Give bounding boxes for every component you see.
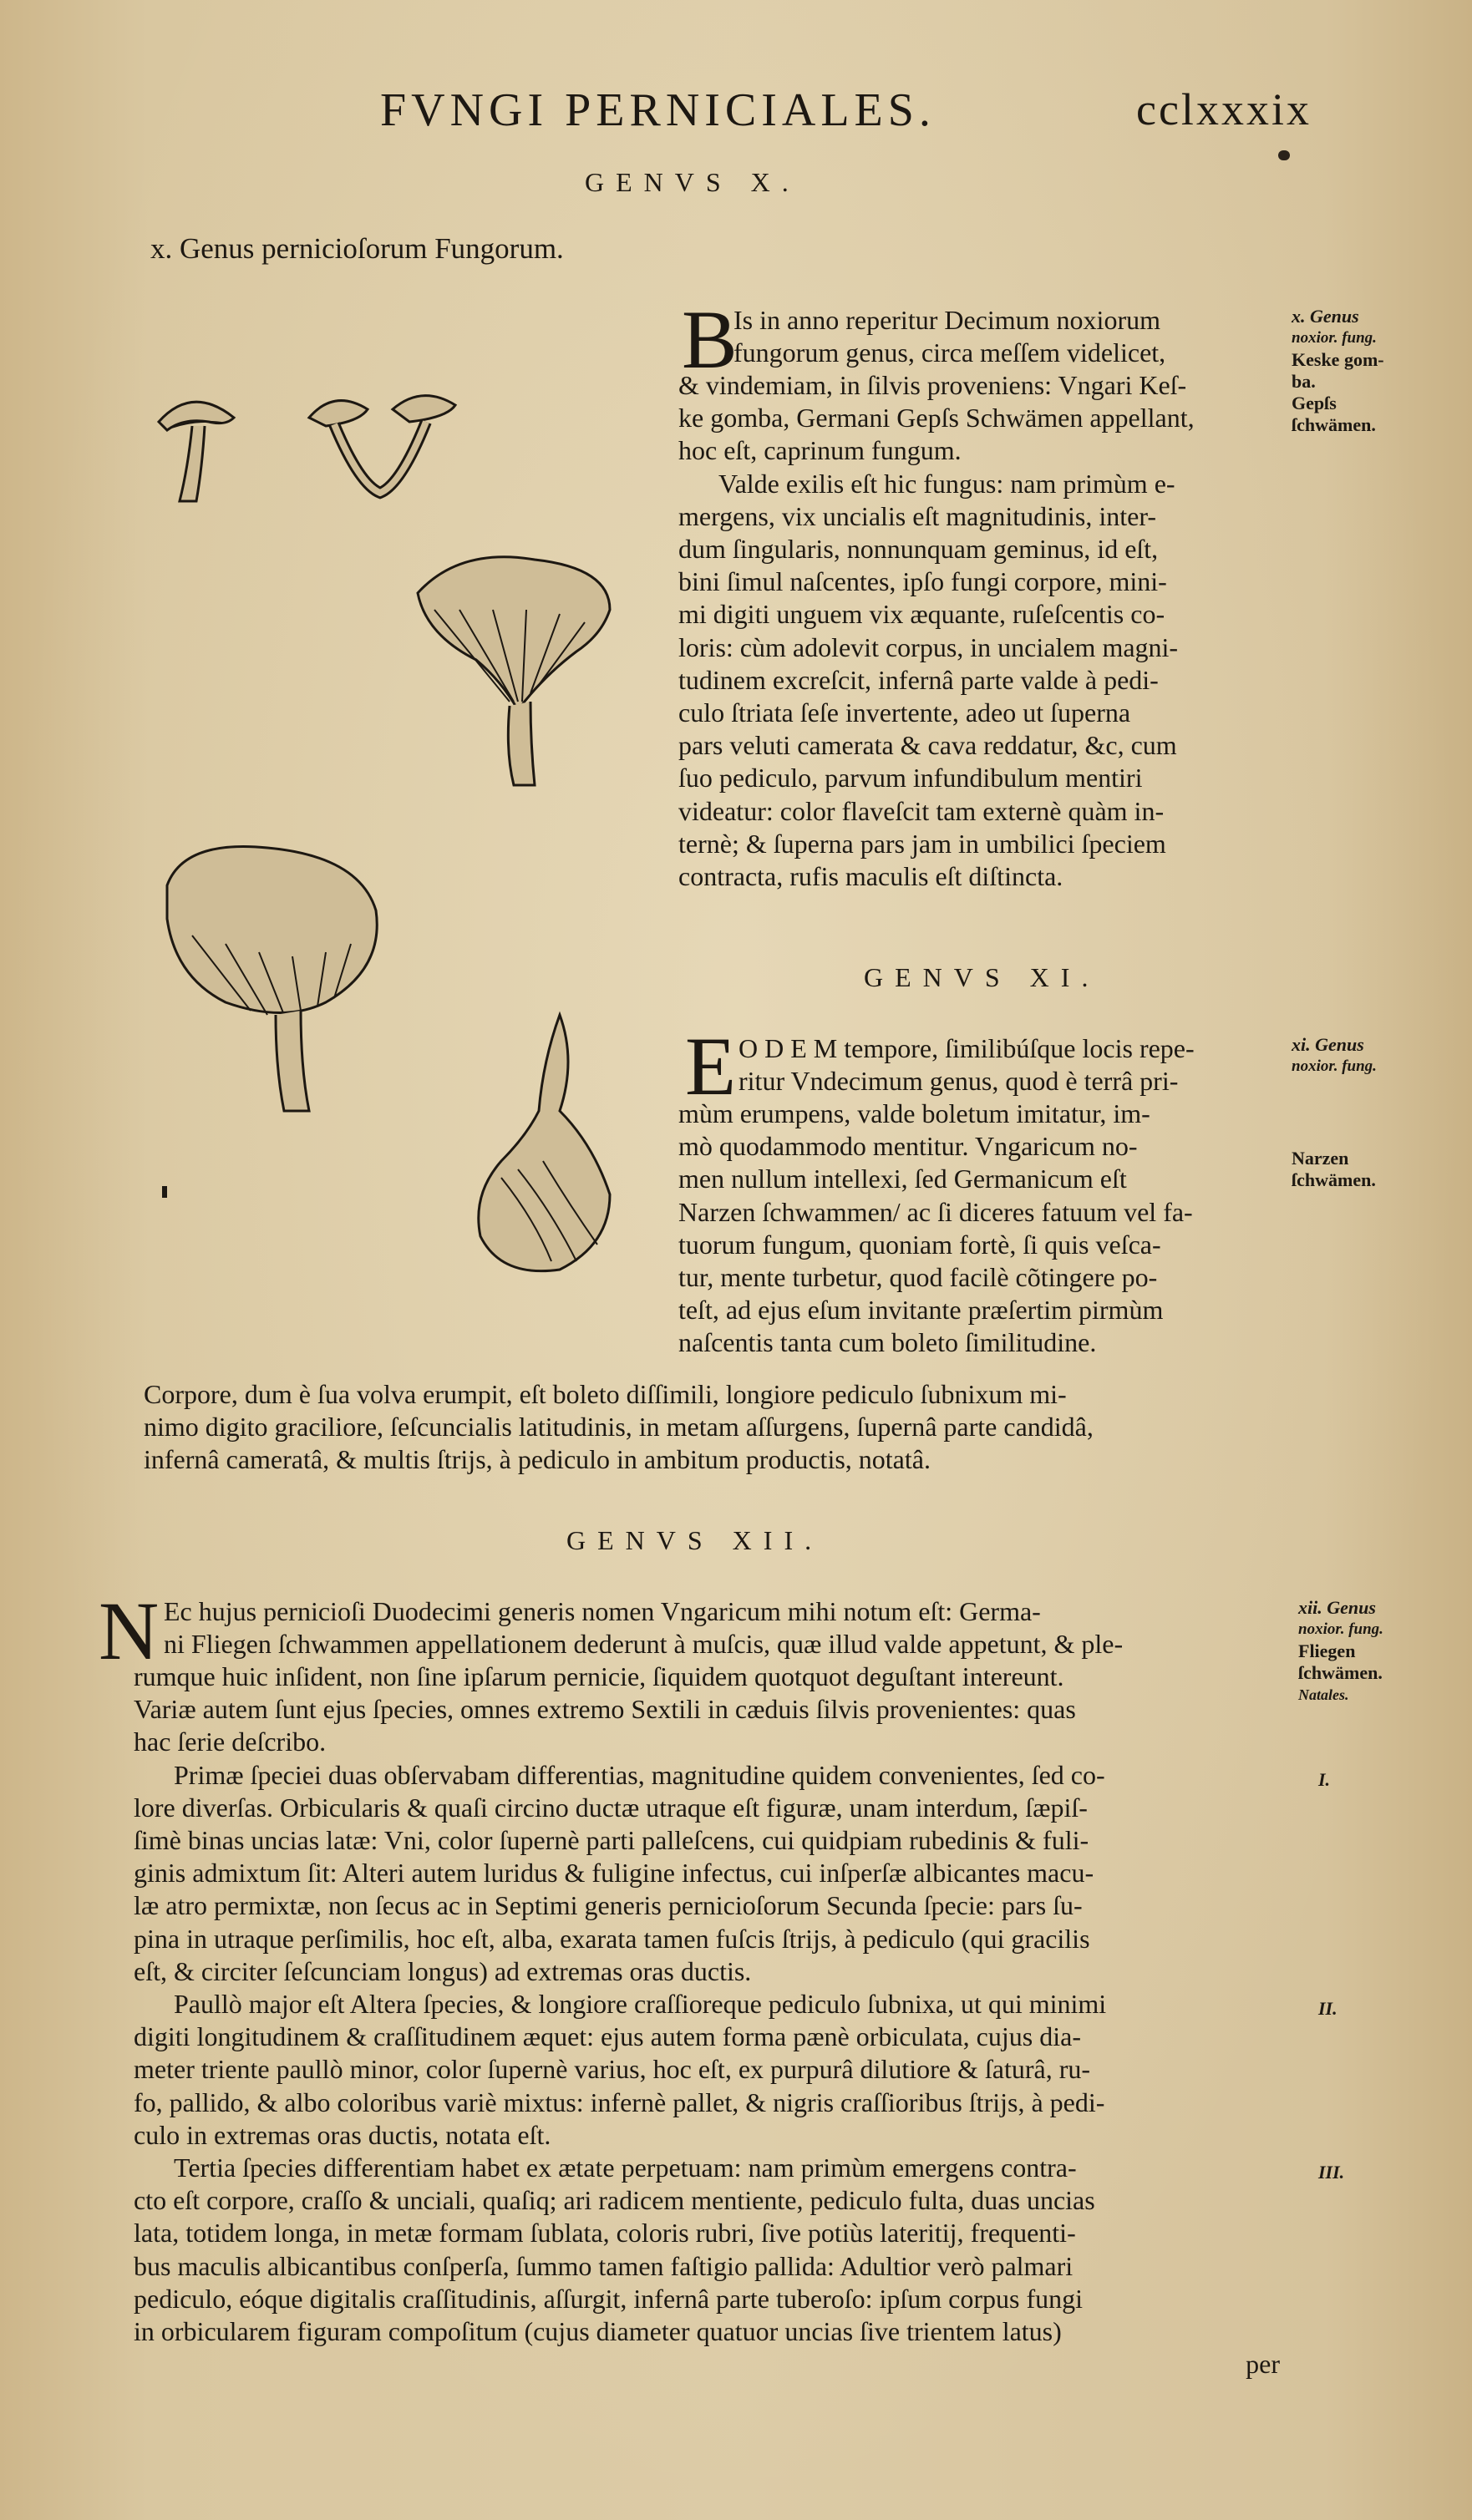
margin-line: Narzen (1292, 1148, 1349, 1169)
catchword: per (1246, 2349, 1280, 2380)
text-line: lore diverſas. Orbicularis & quaſi circino ductæ utraque eſt figuræ, unam interdum, ſæpiſ- (134, 1792, 1088, 1823)
genus-xii-dropcap: N (99, 1585, 160, 1677)
text-line: mergens, vix uncialis eſt magnitudinis, inter- (678, 500, 1156, 531)
margin-line: xii. Genus (1298, 1597, 1376, 1618)
text-line: mi digiti unguem vix æquante, ruſeſcentis co- (678, 599, 1165, 630)
text-line: in orbicularem figuram compoſitum (cujus diameter quatuor uncias ſive trientem latus) (134, 2316, 1062, 2347)
genus-x-margin-note (1292, 306, 1384, 436)
genus-xi-wide-text (144, 1378, 1280, 1477)
text-line: bus maculis albicantibus conſperſa, ſummo tamen faſtigio pallida: Adultior verò palmari (134, 2250, 1074, 2281)
text-line: eſt, & circiter ſeſcunciam longus) ad extremas oras ductis. (134, 1955, 752, 1986)
text-line: ritur Vndecimum genus, quod è terrâ pri- (739, 1066, 1179, 1097)
text-line: rumque huic inſident, non ſine ipſarum pernicie, ſiquidem quotquot deguſtant intereunt. (134, 1661, 1064, 1691)
text-line: ni Fliegen ſchwammen appellationem dederunt à muſcis, quæ illud valde appetunt, & ple- (164, 1629, 1124, 1660)
text-line: Corpore, dum è ſua volva erumpit, eſt boleto diſſimili, longiore pediculo ſubnixum mi- (144, 1379, 1067, 1409)
text-line: tur, mente turbetur, quod facilè cõtingere po- (678, 1262, 1158, 1293)
text-line: hac ſerie deſcribo. (134, 1726, 327, 1757)
text-line: infernâ cameratâ, & multis ſtrijs, à pediculo in ambitum productis, notatâ. (144, 1444, 931, 1475)
text-line: men nullum intellexi, ſed Germanicum eſt (678, 1164, 1127, 1194)
text-line: bini ſimul naſcentes, ipſo fungi corpore, mini- (678, 566, 1167, 597)
text-line: Ec hujus pernicioſi Duodecimi generis nomen Vngaricum mihi notum eſt: Germa- (164, 1596, 1041, 1626)
genus-x-heading: GENVS X. (585, 167, 800, 197)
margin-line: noxior. fung. (1292, 329, 1377, 347)
text-line: mùm erumpens, valde boletum imitatur, im- (678, 1098, 1150, 1128)
text-line: lata, totidem longa, in metæ formam ſublata, coloris rubri, ſive potiùs lateritij, frequenti- (134, 2218, 1076, 2249)
text-line: fungorum genus, circa meſſem videlicet, (733, 337, 1166, 368)
species-numeral-3: III. (1318, 2162, 1345, 2183)
margin-line: ſchwämen. (1292, 414, 1376, 435)
text-line: ginis admixtum ſit: Alteri autem luridus & fuligine infectus, cui inſperſæ albicantes macu- (134, 1858, 1094, 1889)
genus-xii-heading: GENVS XII. (566, 1525, 824, 1555)
text-line: fo, pallido, & albo coloribus variè mixtus: infernè pallet, & nigris craſſioribus ſtrijs, à pedi- (134, 2086, 1105, 2117)
text-line: læ atro permixtæ, non ſecus ac in Septimi generis pernicioſorum Secunda ſpecie: pars ſu- (134, 1890, 1083, 1921)
text-line: teſt, ad ejus eſum invitante præſertim pirmùm (678, 1295, 1164, 1326)
text-line: ternè; & ſuperna pars jam in umbilici ſpeciem (678, 828, 1166, 859)
folio-number: cclxxxix (1136, 84, 1312, 134)
text-line: meter triente paullò minor, color ſupernè varius, hoc eſt, ex purpurâ dilutiore & ſaturâ, ru- (134, 2054, 1090, 2085)
text-line: tudinem excreſcit, infernâ parte valde à pedi- (678, 664, 1159, 695)
genus-xii-text-cont (134, 1661, 1280, 2381)
text-line: dum ſingularis, nonnunquam geminus, id eſt, (678, 534, 1159, 565)
margin-line: Gepſs (1292, 393, 1337, 413)
margin-line: ſchwämen. (1298, 1662, 1383, 1683)
running-head: FVNGI PERNICIALES. (380, 84, 936, 136)
text-line: Narzen ſchwammen/ ac ſi diceres fatuum vel fa- (678, 1196, 1193, 1227)
margin-line: Natales. (1298, 1686, 1349, 1703)
ink-mark (162, 1186, 167, 1198)
text-line: & vindemiam, in ſilvis proveniens: Vngari Keſ- (678, 370, 1187, 400)
text-line: contracta, rufis maculis eſt diſtincta. (678, 861, 1063, 892)
text-line: Primæ ſpeciei duas obſervabam differentias, magnitudine quidem convenientes, ſed co- (174, 1759, 1105, 1790)
small-mushroom-illustration (150, 384, 242, 510)
text-line: Variæ autem ſunt ejus ſpecies, omnes extremo Sextili in cæduis ſilvis provenientes: quas (134, 1694, 1076, 1725)
text-line: Tertia ſpecies differentiam habet ex ætate perpetuam: nam primùm emergens contra- (174, 2152, 1077, 2183)
text-line: pars veluti camerata & cava reddatur, &c, cum (678, 730, 1177, 761)
text-line: digiti longitudinem & craſſitudinem æquet: ejus autem forma pænè orbiculata, cujus dia- (134, 2021, 1081, 2052)
text-line: culo ſtriata ſeſe invertente, adeo ut ſuperna (678, 697, 1131, 728)
text-line: videatur: color flaveſcit tam externè quàm in- (678, 795, 1165, 826)
species-numeral-1: I. (1318, 1769, 1331, 1790)
boletus-mushroom-illustration (468, 1011, 618, 1286)
text-line: O D E M tempore, ſimilibúſque locis repe- (739, 1033, 1195, 1063)
twin-mushroom-illustration (301, 384, 468, 501)
text-line: hoc eſt, caprinum fungum. (678, 435, 962, 466)
text-line: nimo digito graciliore, ſeſcuncialis latitudinis, in metam aſſurgens, ſupernâ parte candidâ, (144, 1412, 1094, 1443)
margin-line: ſchwämen. (1292, 1169, 1376, 1190)
text-line: Valde exilis eſt hic fungus: nam primùm e- (718, 468, 1175, 499)
ink-blot (1278, 150, 1290, 160)
margin-line: noxior. fung. (1298, 1620, 1383, 1638)
margin-line: Keske gom- (1292, 349, 1384, 370)
genus-xii-margin-note (1298, 1597, 1383, 1706)
margin-line: x. Genus (1292, 306, 1359, 327)
genus-x-text (733, 304, 1277, 369)
text-line: cto eſt corpore, craſſo & unciali, quaſiq; ari radicem mentiente, pediculo fulta, duas uncias (134, 2185, 1095, 2216)
text-line: ke gomba, Germani Gepſs Schwämen appellant, (678, 403, 1195, 434)
text-line: Paullò major eſt Altera ſpecies, & longiore craſſioreque pediculo ſubnixa, ut qui minimi (174, 1989, 1107, 2020)
text-line: mò quodammodo mentitur. Vngaricum no- (678, 1131, 1138, 1162)
genus-xi-dropcap: E (685, 1020, 737, 1113)
text-line: pina in utraque perſimilis, hoc eſt, alba, exarata tamen fuſcis ſtrijs, à pediculo (qui gracilis (134, 1923, 1090, 1954)
text-line: ſuo pediculo, parvum infundibulum mentiri (678, 763, 1143, 794)
margin-line: ba. (1292, 371, 1316, 392)
text-line: naſcentis tanta cum boleto ſimilitudine. (678, 1327, 1097, 1358)
margin-line: xi. Genus (1292, 1034, 1364, 1055)
margin-line: Fliegen (1298, 1640, 1356, 1661)
genus-xii-text (164, 1595, 1280, 1661)
species-numeral-2: II. (1318, 1998, 1337, 2019)
text-line: Is in anno reperitur Decimum noxiorum (733, 305, 1160, 335)
genus-xi-margin-note (1292, 1034, 1377, 1191)
funnel-mushroom-illustration (409, 543, 618, 794)
text-line: tuorum fungum, quoniam fortè, ſi quis veſca- (678, 1229, 1161, 1260)
text-line: pediculo, eóque digitalis craſſitudinis, aſſurgit, infernâ parte tuberoſo: ipſum corpus fungi (134, 2283, 1084, 2314)
genus-x-text-cont (678, 369, 1280, 893)
text-line: loris: cùm adolevit corpus, in uncialem magni- (678, 631, 1179, 662)
text-line: culo in extremas oras ductis, notata eſt. (134, 2119, 551, 2150)
genus-xi-text-cont (678, 1098, 1280, 1360)
genus-x-subheading: x. Genus pernicioſorum Fungorum. (150, 232, 564, 265)
text-line: ſimè binas uncias latæ: Vni, color ſupernè parti palleſcens, cui quidpiam rubedinis & fuli- (134, 1825, 1089, 1856)
margin-line: noxior. fung. (1292, 1057, 1377, 1075)
genus-xi-heading: GENVS XI. (864, 962, 1100, 992)
genus-xi-text (739, 1032, 1278, 1098)
genus-x-dropcap: B (682, 293, 738, 386)
cap-mushroom-illustration (159, 835, 393, 1119)
